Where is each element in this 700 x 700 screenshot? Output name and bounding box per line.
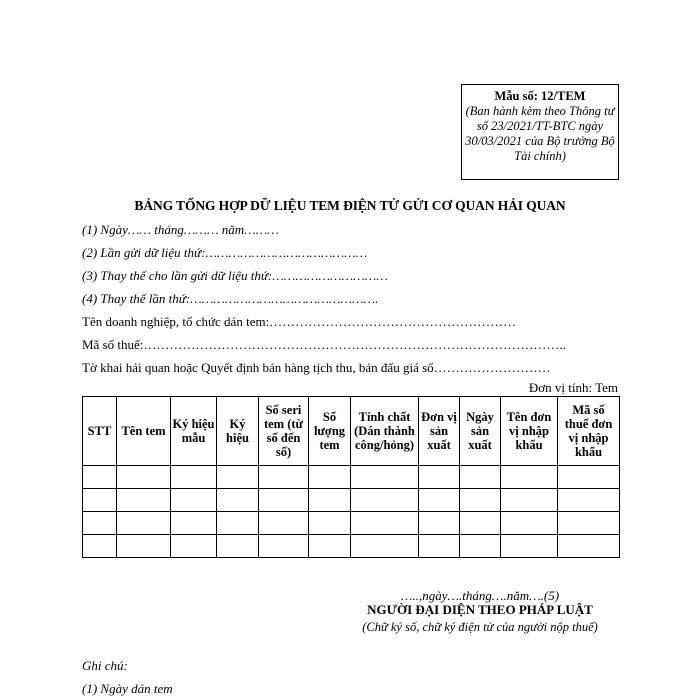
field-tax-code: Mã số thuế:…………………………………………………………………………………….. — [82, 337, 566, 352]
document-title: BẢNG TỔNG HỢP DỮ LIỆU TEM ĐIỆN TỬ GỬI CƠ QUAN HẢI QUAN — [134, 198, 566, 213]
signature-title: NGƯỜI ĐẠI DIỆN THEO PHÁP LUẬT — [367, 602, 593, 617]
signature-note: (Chữ ký số, chữ ký điện tử của người nộp thuế) — [362, 620, 598, 634]
form-code: Mẫu số: 12/TEM — [494, 89, 586, 103]
header-serial-range: Số seri tem (từ số đến số) — [259, 397, 309, 466]
header-template-code: Ký hiệu mẫu — [171, 397, 217, 466]
header-stamp-name: Tên tem — [117, 397, 171, 466]
field-send-number: (2) Lần gửi dữ liệu thứ:…………………………………… — [82, 245, 368, 260]
header-importer-tax-code: Mã số thuế đơn vị nhập khẩu — [558, 397, 620, 466]
field-date: (1) Ngày…… tháng……… năm……… — [82, 222, 279, 237]
table-row — [83, 489, 620, 512]
notes-heading: Ghi chú: — [82, 658, 128, 673]
field-declaration-number: Tờ khai hải quan hoặc Quyết định bán hàng tịch thu, bán đấu giá số……………………… — [82, 360, 551, 375]
stamp-data-table — [82, 396, 620, 558]
header-importer-name: Tên đơn vị nhập khẩu — [501, 397, 558, 466]
signature-date: …..,ngày….tháng….năm….(5) — [400, 588, 560, 603]
header-producer: Đơn vị sản xuất — [419, 397, 460, 466]
header-status: Tính chất (Dán thành công/hỏng) — [351, 397, 419, 466]
header-symbol: Ký hiệu — [217, 397, 259, 466]
note-item-1: (1) Ngày dán tem — [82, 681, 173, 696]
field-replace-number: (4) Thay thế lần thứ:…………………………………………. — [82, 291, 379, 306]
header-quantity: Số lượng tem — [309, 397, 351, 466]
field-company-name: Tên doanh nghiệp, tổ chức dán tem:………………………………………………… — [82, 314, 517, 329]
table-row — [83, 466, 620, 489]
header-stt: STT — [83, 397, 117, 466]
table-row — [83, 512, 620, 535]
field-replace-send: (3) Thay thế cho lần gửi dữ liệu thứ:………………………… — [82, 268, 388, 283]
header-production-date: Ngày sản xuất — [460, 397, 501, 466]
table-row — [83, 535, 620, 558]
form-code-description: (Ban hành kèm theo Thông tư số 23/2021/TT-BTC ngày 30/03/2021 của Bộ trưởng Bộ Tài chính) — [465, 104, 615, 163]
unit-label: Đơn vị tính: Tem — [528, 380, 618, 395]
form-code-box — [461, 84, 619, 180]
table-header-row — [83, 397, 620, 466]
